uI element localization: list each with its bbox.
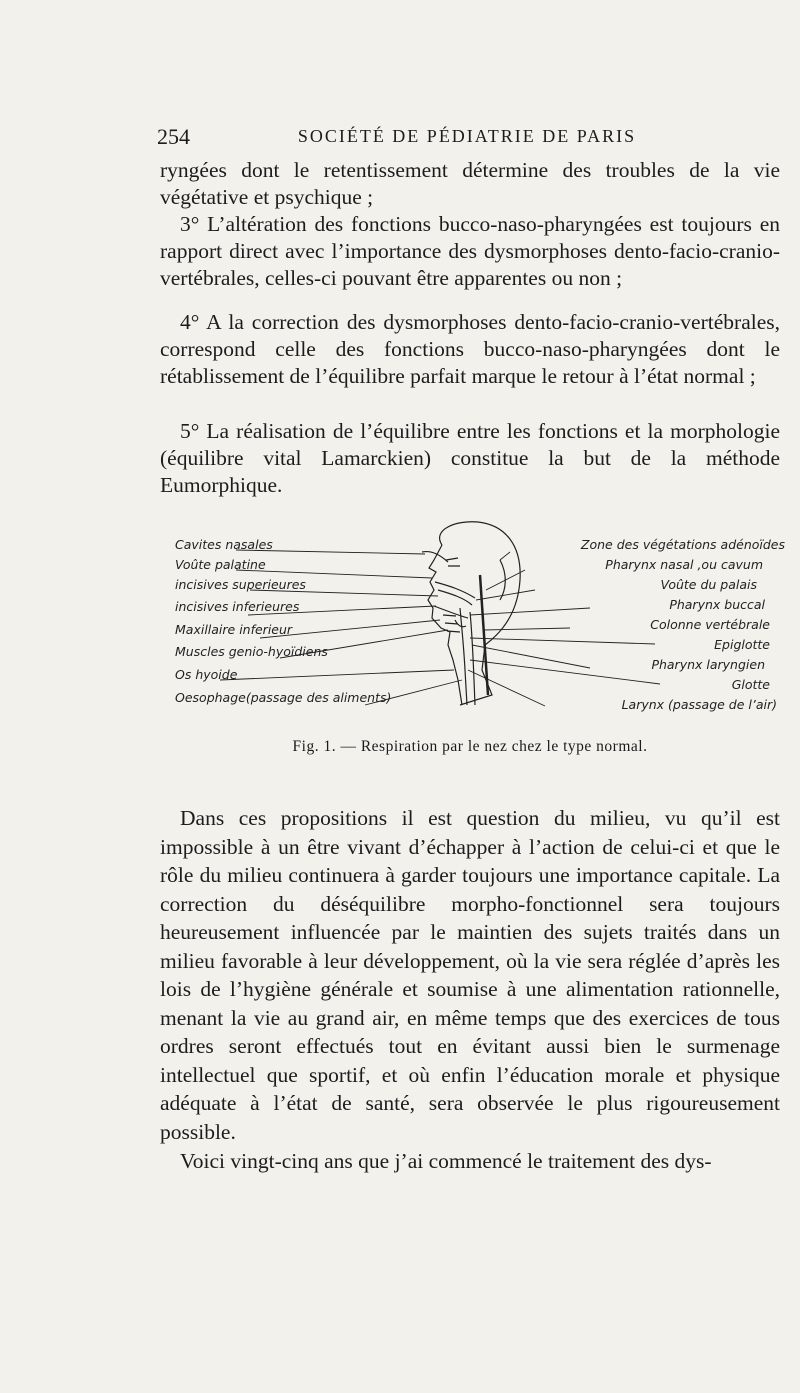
- running-title: SOCIÉTÉ DE PÉDIATRIE DE PARIS: [297, 126, 637, 146]
- label-incisives-superieures: incisives superieures: [175, 577, 306, 592]
- label-cavites-nasales: Cavites nasales: [175, 537, 273, 552]
- label-oesophage: Oesophage(passage des aliments): [175, 690, 392, 705]
- anatomy-figure: [170, 520, 785, 725]
- label-incisives-inferieures: incisives inferieures: [175, 599, 300, 614]
- label-maxillaire-inferieur: Maxillaire inferieur: [175, 622, 293, 637]
- paragraph-2: 3° L’altération des fonctions bucco-naso-pharyngées est toujours en rapport direct avec l’importance des dysmorphoses dento-facio-cranio-vertébrales, celles-ci pouvant être apparentes ou non ;: [160, 212, 780, 291]
- label-voute-du-palais: Voûte du palais: [660, 577, 757, 592]
- label-pharynx-nasal: Pharynx nasal ,ou cavum: [605, 557, 763, 572]
- figure-caption: Fig. 1. — Respiration par le nez chez le type normal.: [292, 738, 648, 755]
- paragraph-6: Voici vingt-cinq ans que j’ai commencé le traitement des dys-: [180, 1149, 712, 1173]
- paragraph-1: ryngées dont le retentissement détermine des troubles de la vie végétative et psychique ;: [160, 158, 780, 210]
- label-colonne-vertebrale: Colonne vertébrale: [650, 617, 770, 632]
- label-muscles-genio-hyoidiens: Muscles genio-hyoïdiens: [175, 644, 328, 659]
- label-epiglotte: Epiglotte: [714, 637, 770, 652]
- label-pharynx-laryngien: Pharynx laryngien: [651, 657, 765, 672]
- page-header: [157, 120, 777, 150]
- label-larynx: Larynx (passage de l’air): [621, 697, 777, 712]
- label-voute-palatine: Voûte palatine: [175, 557, 266, 572]
- label-glotte: Glotte: [731, 677, 770, 692]
- label-os-hyoide: Os hyoide: [175, 667, 238, 682]
- paragraph-4: 5° La réalisation de l’équilibre entre les fonctions et la morphologie (équilibre vital Lamarckien) constitue la but de la méthode Eumorphique.: [160, 419, 780, 498]
- page-number: 254: [157, 124, 190, 149]
- label-pharynx-buccal: Pharynx buccal: [669, 597, 765, 612]
- paragraph-3: 4° A la correction des dysmorphoses dento-facio-cranio-vertébrales, correspond celle des fonctions bucco-naso-pharyngées dont le rétablissement de l’équilibre parfait marque le retour à l’état normal ;: [160, 310, 780, 389]
- paragraph-5: Dans ces propositions il est question du milieu, vu qu’il est impossible à un être vivant d’échapper à l’action de celui-ci et que le rôle du milieu continuera à garder toujours une importance capitale. La correction du déséquilibre morpho-fonctionnel sera toujours heureusement influencée par le maintien des sujets traités dans un milieu favorable à leur développement, où la vie sera réglée d’après les lois de l’hygiène générale et soumise à une alimentation rationnelle, menant la vie au grand air, en même temps que des exercices de tous ordres seront effectués tout en évitant aussi bien le surmenage intellectuel que sportif, et où enfin l’éducation morale et physique adéquate à l’état de santé, sera observée le plus rigoureusement possible.: [160, 806, 780, 1144]
- label-zone-vegetations: Zone des végétations adénoïdes: [580, 537, 785, 552]
